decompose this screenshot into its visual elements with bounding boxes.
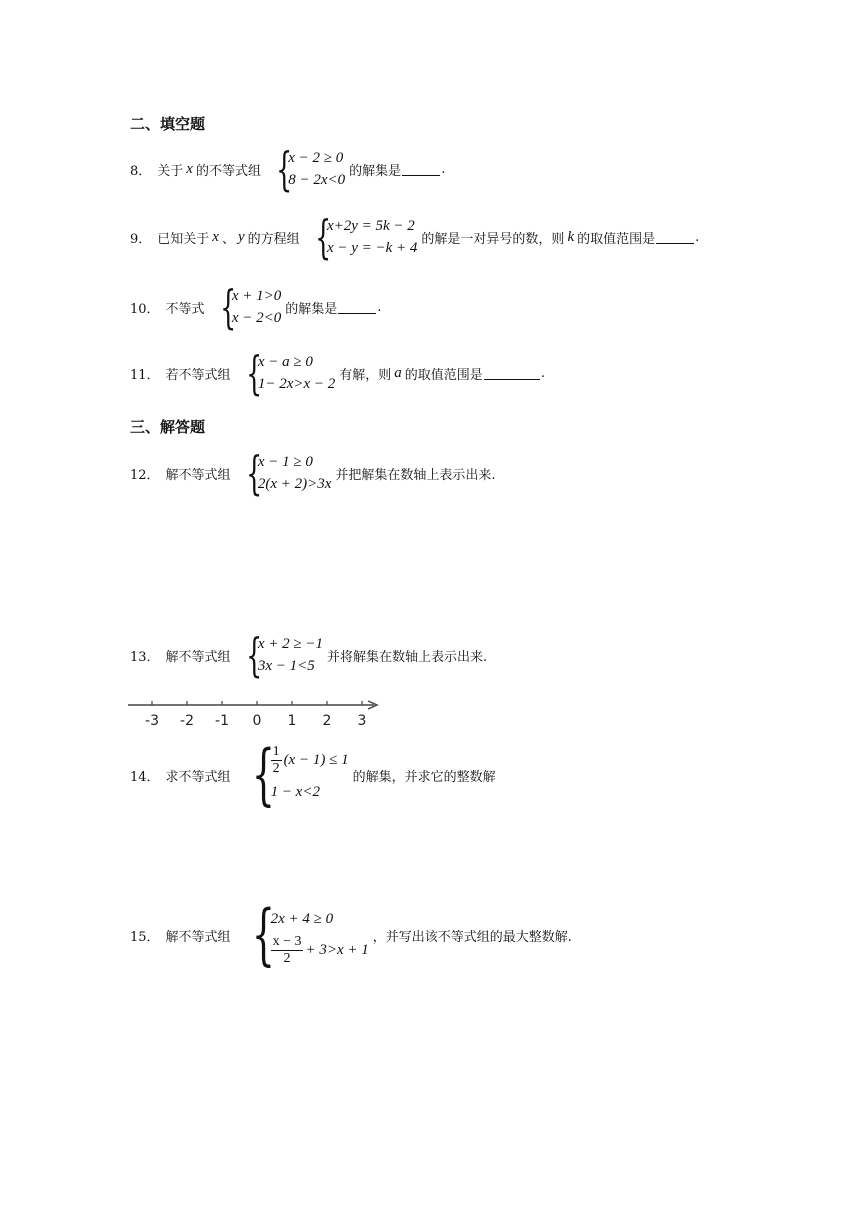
- answer-blank[interactable]: [656, 231, 694, 244]
- question-end: .: [441, 161, 446, 177]
- question-text: 求不等式组: [165, 769, 231, 785]
- inequality-system: [233, 446, 332, 500]
- system-row-1: x + 2 ≥ −1: [257, 636, 323, 652]
- question-text: 的解集，并求它的整数解: [352, 769, 496, 785]
- question-text: 的解是一对异号的数，则: [421, 231, 565, 247]
- left-brace-icon: {: [245, 628, 262, 682]
- left-brace-icon: {: [245, 446, 262, 500]
- variable: y: [237, 228, 245, 245]
- question-end: .: [695, 229, 700, 245]
- system-row-1: x+2y = 5k − 2: [326, 218, 415, 234]
- section-title-solve: 三、解答题: [130, 418, 206, 436]
- question-number: 13．: [130, 649, 160, 665]
- left-brace-icon: {: [251, 896, 275, 973]
- system-row-2: 2(x + 2)>3x: [257, 476, 332, 492]
- question-14: [130, 736, 496, 813]
- section-title-fill-in: 二、填空题: [130, 115, 206, 133]
- question-8: [130, 142, 446, 196]
- question-text: 解不等式组: [165, 467, 231, 483]
- question-10: [130, 280, 382, 334]
- question-number: 9．: [130, 231, 152, 247]
- question-15: [130, 896, 572, 973]
- system-row-1: x + 1>0: [231, 288, 282, 304]
- fraction-numerator: 1: [272, 743, 280, 759]
- question-number: 14．: [130, 769, 160, 785]
- question-end: .: [377, 299, 382, 315]
- system-row-2: x − 2<0: [231, 310, 282, 326]
- question-text: 解不等式组: [165, 929, 231, 945]
- number-line-tick-label: 1: [287, 713, 297, 729]
- left-brace-icon: {: [314, 210, 331, 264]
- system-row-2: 8 − 2x<0: [288, 172, 346, 188]
- number-line-tick-label: 2: [322, 713, 332, 729]
- question-number: 10．: [130, 301, 160, 317]
- question-number: 15．: [130, 929, 160, 945]
- question-number: 12．: [130, 467, 160, 483]
- system-row-1: 2x + 4 ≥ 0: [270, 910, 334, 927]
- question-text: 解不等式组: [165, 649, 231, 665]
- system-row-2: 1 − x<2: [270, 783, 320, 800]
- left-brace-icon: {: [276, 142, 293, 196]
- inequality-system: [263, 142, 346, 196]
- question-text: 的解集是: [349, 163, 402, 179]
- question-text: 关于: [157, 163, 184, 179]
- left-brace-icon: {: [251, 736, 275, 813]
- answer-blank[interactable]: [402, 163, 440, 176]
- equation-system: [302, 210, 418, 264]
- system-row-2-rest: + 3>x + 1: [305, 942, 369, 958]
- question-text: 已知关于: [157, 231, 210, 247]
- number-line: [128, 692, 388, 732]
- question-text: 不等式: [165, 301, 205, 317]
- question-end: .: [540, 365, 545, 381]
- fraction-numerator: x − 3: [272, 933, 302, 949]
- number-line-tick-label: -2: [180, 713, 194, 729]
- system-row-1: x − 2 ≥ 0: [288, 150, 344, 166]
- fraction-denominator: 2: [283, 950, 291, 966]
- system-row-2: 3x − 1<5: [257, 658, 315, 674]
- question-text: 并将解集在数轴上表示出来.: [326, 649, 488, 665]
- fraction-denominator: 2: [272, 760, 280, 776]
- system-row-2: x − y = −k + 4: [326, 240, 418, 256]
- system-row-2: 1− 2x>x − 2: [257, 376, 336, 392]
- number-line-tick-label: 0: [252, 713, 262, 729]
- inequality-system: [233, 346, 336, 400]
- question-number: 8．: [130, 163, 152, 179]
- question-text: 的解集是: [285, 301, 338, 317]
- question-text: 有解，则: [339, 367, 392, 383]
- question-text: 若不等式组: [165, 367, 231, 383]
- number-line-tick-label: -3: [145, 713, 159, 729]
- system-row-1: [271, 744, 349, 777]
- system-row-1-rest: (x − 1) ≤ 1: [283, 752, 349, 768]
- variable: x: [212, 228, 219, 245]
- question-9: [130, 210, 700, 264]
- question-text: 的方程组: [247, 231, 300, 247]
- variable: x: [186, 160, 193, 177]
- question-number: 11．: [130, 367, 160, 383]
- question-text: ，并写出该不等式组的最大整数解.: [372, 929, 572, 945]
- question-text: 、: [221, 231, 235, 247]
- question-text: 的不等式组: [195, 163, 261, 179]
- inequality-system: [207, 280, 282, 334]
- answer-blank[interactable]: [484, 367, 540, 380]
- left-brace-icon: {: [219, 280, 236, 334]
- inequality-system: [233, 736, 349, 813]
- left-brace-icon: {: [245, 346, 262, 400]
- question-11: [130, 346, 545, 400]
- variable: a: [394, 364, 402, 381]
- inequality-system: [233, 896, 369, 973]
- question-text: 的取值范围是: [577, 231, 656, 247]
- fraction: [271, 934, 304, 967]
- question-12: [130, 446, 496, 500]
- inequality-system: [233, 628, 323, 682]
- system-row-1: x − a ≥ 0: [257, 354, 313, 370]
- answer-blank[interactable]: [338, 301, 376, 314]
- number-line-tick-label: 3: [357, 713, 367, 729]
- variable: k: [567, 228, 575, 245]
- system-row-2: [271, 934, 369, 967]
- question-text: 的取值范围是: [404, 367, 483, 383]
- system-row-1: x − 1 ≥ 0: [257, 454, 313, 470]
- number-line-tick-label: -1: [215, 713, 229, 729]
- question-text: 并把解集在数轴上表示出来.: [335, 467, 496, 483]
- question-13: [130, 628, 488, 682]
